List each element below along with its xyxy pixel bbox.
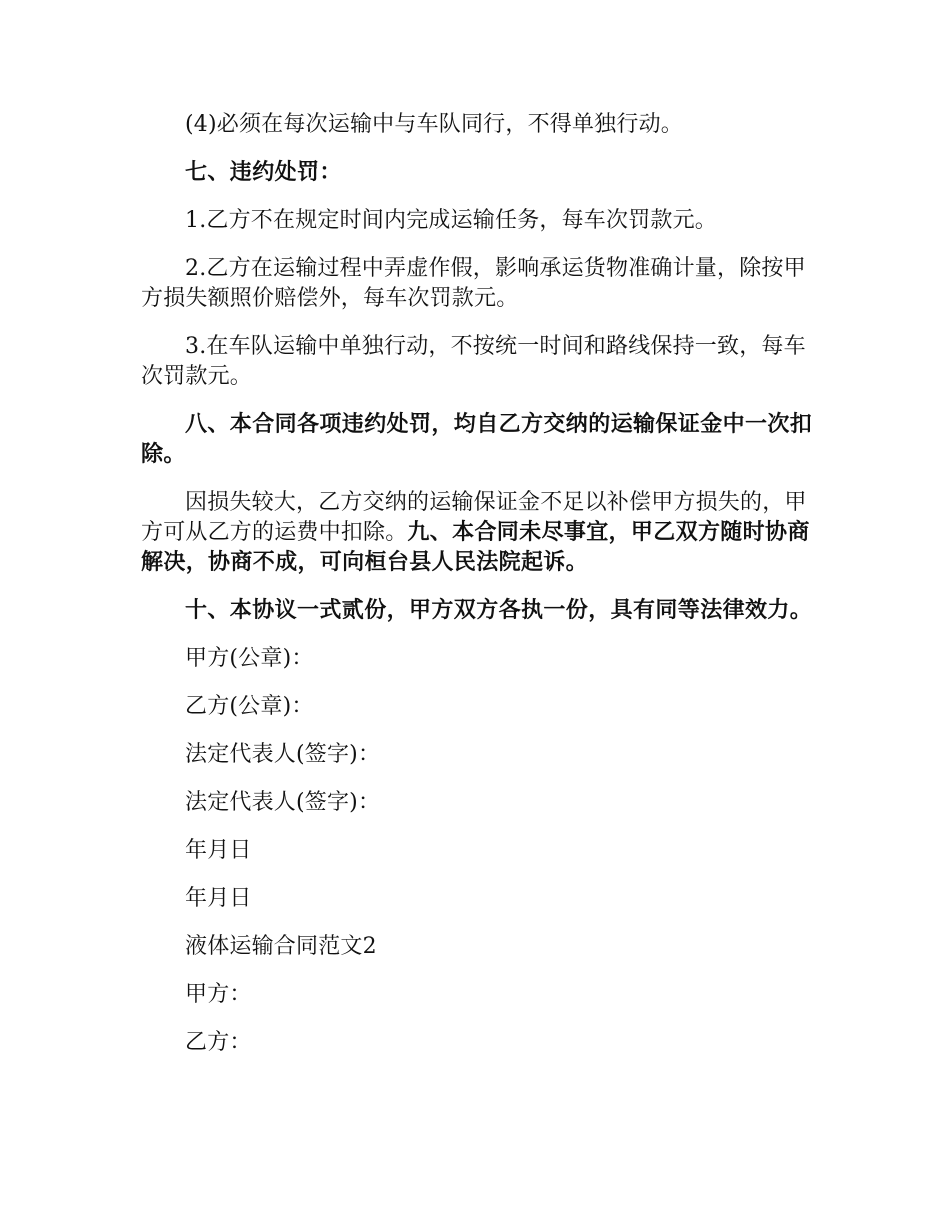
party-a-seal-label: 甲方(公章)： bbox=[185, 646, 314, 671]
paragraph-loss-compensation bbox=[141, 488, 813, 578]
party-a-label: 甲方： bbox=[185, 982, 252, 1007]
date-label-b: 年月日 bbox=[185, 886, 252, 911]
legal-rep-signature-label-b: 法定代表人(签字)： bbox=[185, 790, 381, 815]
party-b-seal-label: 乙方(公章)： bbox=[185, 694, 314, 719]
date-label-a: 年月日 bbox=[185, 838, 252, 863]
paragraph-penalty-1: 1.乙方不在规定时间内完成运输任务，每车次罚款元。 bbox=[185, 208, 717, 233]
section-heading-breach-penalty: 七、违约处罚： bbox=[185, 160, 342, 185]
paragraph-penalty-3: 3.在车队运输中单独行动，不按统一时间和路线保持一致，每车次罚款元。 bbox=[141, 334, 806, 389]
party-b-label: 乙方： bbox=[185, 1030, 252, 1055]
section-heading-deduction: 八、本合同各项违约处罚，均自乙方交纳的运输保证金中一次扣除。 bbox=[141, 412, 813, 467]
section-heading-copies: 十、本协议一式贰份，甲方双方各执一份，具有同等法律效力。 bbox=[185, 598, 813, 623]
paragraph-loss-compensation-text: 因损失较大，乙方交纳的运输保证金不足以补偿甲方损失的，甲方可从乙方的运费中扣除。 bbox=[141, 490, 807, 545]
legal-rep-signature-label-a: 法定代表人(签字)： bbox=[185, 742, 381, 767]
paragraph-penalty-2: 2.乙方在运输过程中弄虚作假，影响承运货物准确计量，除按甲方损失额照价赔偿外，每车次罚款元。 bbox=[141, 256, 806, 311]
paragraph-item-4: (4)必须在每次运输中与车队同行，不得单独行动。 bbox=[185, 112, 683, 137]
template-title: 液体运输合同范文2 bbox=[185, 934, 377, 959]
document-body bbox=[141, 110, 813, 1058]
section-heading-unresolved-matters: 九、本合同未尽事宜，甲乙双方随时协商解决，协商不成，可向桓台县人民法院起诉。 bbox=[141, 520, 810, 575]
